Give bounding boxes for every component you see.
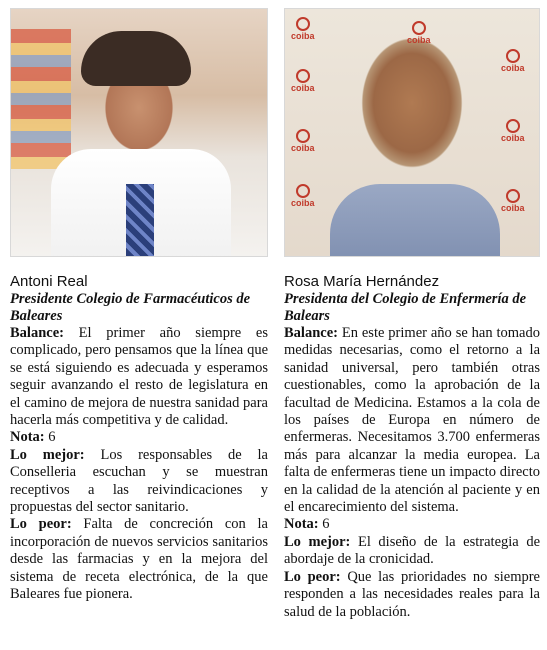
mejor-paragraph <box>10 447 268 517</box>
mejor-label: Lo mejor: <box>284 533 351 550</box>
balance-text: En este primer año se han tomado medidas necesarias, como el retorno a la sanidad universal, pero también otras cuestionables, como la aprobación de la facultad de Medicina. Estamos a la cola de los países de Europa en número de enfermeras. Necesitamos 3.700 enfermeras más para alcanzar la media europea. La falta de enfermeras tiene un impacto directo en la calidad de la atención al paciente y en el encarecimiento del sistema. <box>284 325 540 516</box>
person-role: Presidenta del Colegio de Enfermería de Balears <box>284 291 527 324</box>
person-name: Rosa María Hernández <box>284 273 440 290</box>
nota-label: Nota: <box>284 516 319 533</box>
photo-tie-shape <box>126 184 154 256</box>
coiba-logo: coiba <box>291 129 315 153</box>
balance-paragraph <box>284 325 540 516</box>
coiba-logo: coiba <box>291 184 315 208</box>
mejor-label: Lo mejor: <box>10 446 85 463</box>
portrait-photo-antoni-real <box>10 8 268 257</box>
peor-paragraph <box>284 569 540 621</box>
person-name: Antoni Real <box>10 273 88 290</box>
coiba-logo: coiba <box>501 189 525 213</box>
coiba-logo: coiba <box>501 49 525 73</box>
nota-value: 6 <box>318 516 330 533</box>
peor-text: Falta de concreción con la incorporación de nuevos servicios sanitarios desde las farmacias y en la mejora del sistema de receta electrónica, de la que Baleares fue pionera. <box>10 516 268 603</box>
nota-value: 6 <box>44 429 56 446</box>
mejor-paragraph <box>284 534 540 569</box>
peor-label: Lo peor: <box>284 568 341 585</box>
nota-label: Nota: <box>10 429 45 446</box>
mejor-text: El diseño de la estrategia de abordaje de la cronicidad. <box>284 533 540 568</box>
photo-hair-shape <box>81 31 191 86</box>
profile-column-left <box>10 0 268 604</box>
peor-label: Lo peor: <box>10 516 72 533</box>
balance-label: Balance: <box>10 325 64 341</box>
nota-paragraph <box>10 429 268 446</box>
peor-paragraph <box>10 516 268 603</box>
balance-paragraph <box>10 325 268 429</box>
portrait-photo-rosa-maria-hernandez <box>284 8 540 257</box>
nota-paragraph <box>284 516 540 533</box>
interview-body <box>10 325 268 604</box>
peor-text: Que las prioridades no siempre responden a las necesidades reales para la salud de la población. <box>284 568 540 620</box>
coiba-logo: coiba <box>291 69 315 93</box>
profile-column-right <box>284 0 540 621</box>
person-role: Presidente Colegio de Farmacéuticos de Baleares <box>10 291 251 324</box>
coiba-logo: coiba <box>407 21 431 45</box>
coiba-logo: coiba <box>501 119 525 143</box>
balance-label: Balance: <box>284 325 338 341</box>
interview-body <box>284 325 540 621</box>
mejor-text: Los responsables de la Conselleria escuchan y se muestran receptivos a las reivindicaciones y propuestas del sector sanitario. <box>10 446 268 516</box>
coiba-logo: coiba <box>291 17 315 41</box>
balance-text: El primer año siempre es complicado, pero pensamos que la línea que se está siguiendo es adecuada y esperamos seguir avanzando el resto de legislatura en el camino de mejora de nuestra sanidad para hacerla más competitiva y de calidad. <box>10 325 268 429</box>
